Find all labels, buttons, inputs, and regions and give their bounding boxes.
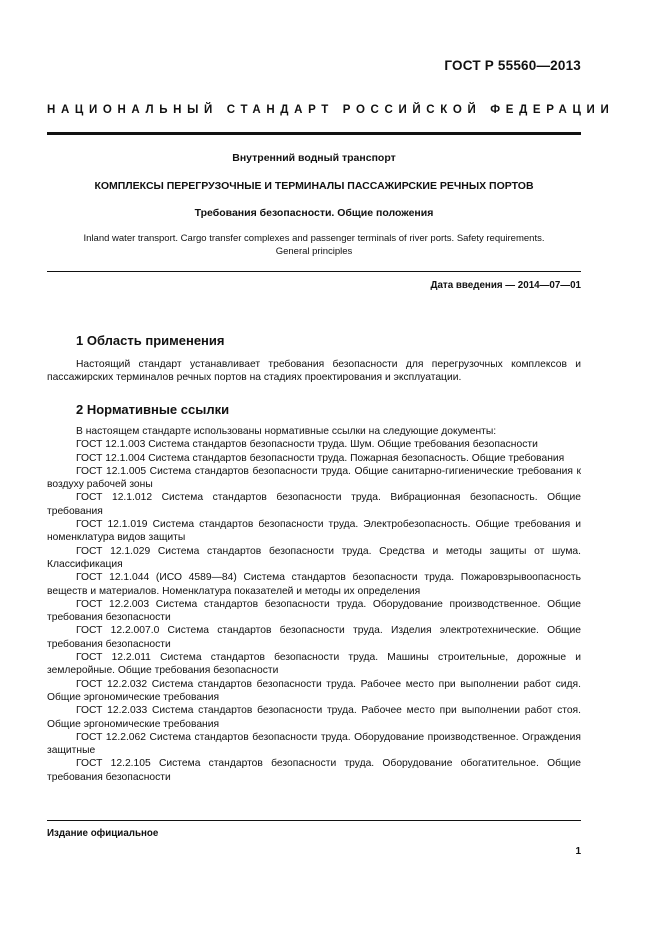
document-title: КОМПЛЕКСЫ ПЕРЕГРУЗОЧНЫЕ И ТЕРМИНАЛЫ ПАССАЖИРСКИЕ РЕЧНЫХ ПОРТОВ <box>94 180 534 192</box>
english-title-line: General principles <box>275 246 353 257</box>
document-subtitle: Внутренний водный транспорт <box>232 152 396 164</box>
reference-item: ГОСТ 12.1.019 Система стандартов безопасности труда. Электробезопасность. Общие требования и номенклатура видов защиты <box>47 519 581 544</box>
header-divider <box>47 132 581 135</box>
reference-paragraph: В настоящем стандарте использованы нормативные ссылки на следующие документы: <box>76 426 497 437</box>
section-heading-references: 2 Нормативные ссылки <box>76 402 230 417</box>
reference-item: ГОСТ 12.1.044 (ИСО 4589—84) Система стандартов безопасности труда. Пожаровзрывоопасность веществ и материалов. Номенклатура показателей и методы их определения <box>47 572 581 597</box>
reference-item: ГОСТ 12.2.011 Система стандартов безопасности труда. Машины строительные, дорожные и землеройные. Общие требования безопасности <box>47 652 581 677</box>
reference-item: ГОСТ 12.1.005 Система стандартов безопасности труда. Общие санитарно-гигиенические требования к воздуху рабочей зоны <box>47 465 581 491</box>
document-number: ГОСТ Р 55560—2013 <box>444 58 581 73</box>
english-title-line: Inland water transport. Cargo transfer complexes and passenger terminals of river ports. Safety requirements. <box>83 233 545 244</box>
reference-item: ГОСТ 12.2.062 Система стандартов безопасности труда. Оборудование производственное. Ограждения защитные <box>47 731 581 757</box>
national-standard-heading: НАЦИОНАЛЬНЫЙ СТАНДАРТ РОССИЙСКОЙ ФЕДЕРАЦИИ <box>47 104 615 116</box>
reference-item: ГОСТ 12.1.004 Система стандартов безопасности труда. Пожарная безопасность. Общие требования <box>76 452 565 464</box>
reference-item: ГОСТ 12.2.003 Система стандартов безопасности труда. Оборудование производственное. Общие требования безопасности <box>47 598 581 624</box>
reference-item: ГОСТ 12.2.007.0 Система стандартов безопасности труда. Изделия электротехнические. Общие требования безопасности <box>47 625 581 650</box>
section-scope-body <box>47 358 581 385</box>
reference-item: ГОСТ 12.2.033 Система стандартов безопасности труда. Рабочее место при выполнении работ стоя. Общие эргономические требования <box>47 705 581 730</box>
english-title <box>47 232 581 258</box>
reference-item: ГОСТ 12.1.012 Система стандартов безопасности труда. Вибрационная безопасность. Общие требования <box>47 492 581 517</box>
footer-divider <box>47 820 581 821</box>
official-edition-label: Издание официальное <box>47 828 159 839</box>
title-divider <box>47 271 581 272</box>
section-heading-scope: 1 Область применения <box>76 333 225 348</box>
introduction-date: Дата введения — 2014—07—01 <box>430 280 581 291</box>
reference-item: ГОСТ 12.1.029 Система стандартов безопасности труда. Средства и методы защиты от шума. Классификация <box>47 545 581 570</box>
reference-item: ГОСТ 12.2.105 Система стандартов безопасности труда. Оборудование обогатительное. Общие требования безопасности <box>47 758 581 783</box>
section-references-body <box>47 425 581 784</box>
reference-item: ГОСТ 12.1.003 Система стандартов безопасности труда. Шум. Общие требования безопасности <box>76 439 538 451</box>
paragraph: Настоящий стандарт устанавливает требования безопасности для перегрузочных комплексов и пассажирских терминалов речных портов на стадиях проектирования и эксплуатации. <box>47 359 581 384</box>
page-number: 1 <box>575 846 581 857</box>
reference-item: ГОСТ 12.2.032 Система стандартов безопасности труда. Рабочее место при выполнении работ сидя. Общие эргономические требования <box>47 678 581 703</box>
document-subtitle-requirements: Требования безопасности. Общие положения <box>194 207 434 219</box>
